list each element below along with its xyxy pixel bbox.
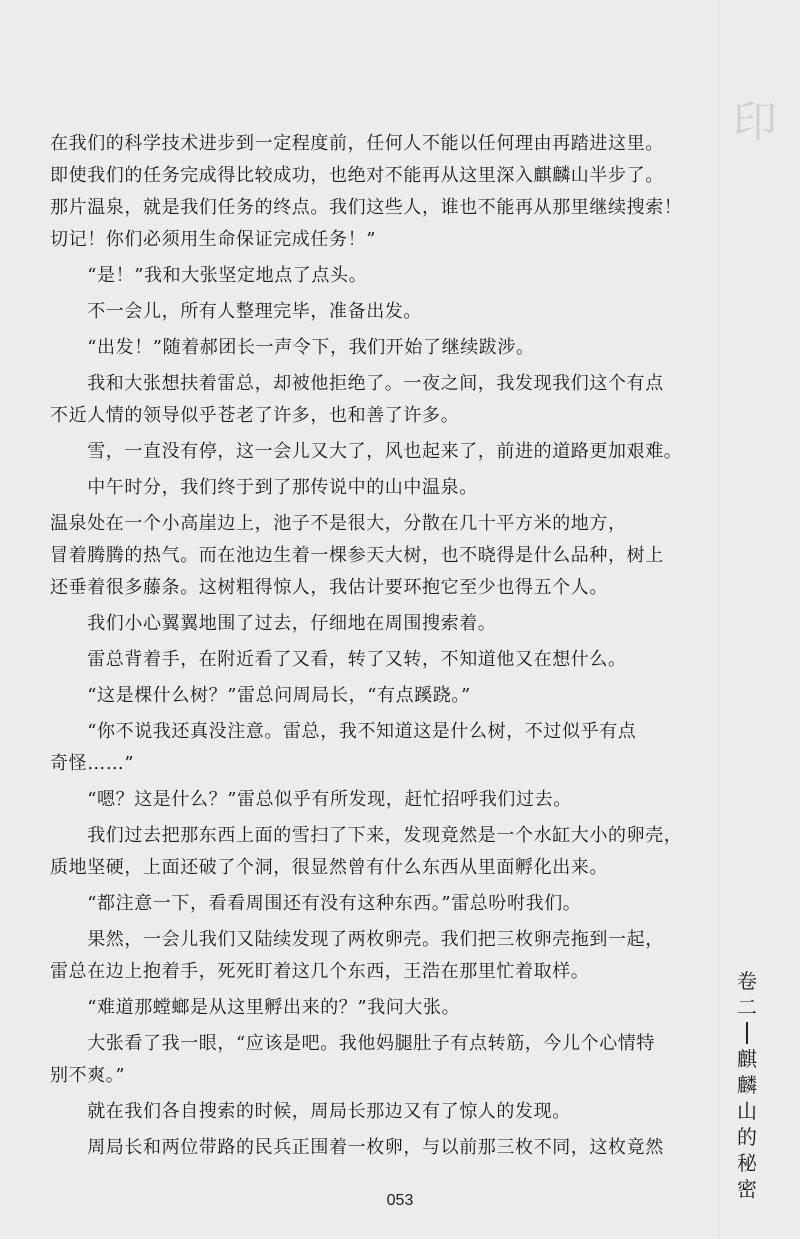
paragraph-line: “难道那螳螂是从这里孵出来的？”我问大张。 xyxy=(50,997,461,1018)
paragraph-line: 不一会儿，所有人整理完毕，准备出发。 xyxy=(50,301,422,322)
paragraph-line: “是！”我和大张坚定地点了点头。 xyxy=(50,265,368,286)
paragraph-line: 我们小心翼翼地围了过去，仔细地在周围搜索着。 xyxy=(50,613,497,634)
paragraph-line: “你不说我还真没注意。雷总，我不知道这是什么树，不过似乎有点 xyxy=(50,721,637,742)
paragraph-line: “这是棵什么树？”雷总问周局长，“有点蹊跷。” xyxy=(50,685,471,706)
paragraph-line: 雪，一直没有停，这一会儿又大了，风也起来了，前进的道路更加艰难。 xyxy=(50,441,683,462)
paragraph-line: 温泉处在一个小高崖边上，池子不是很大，分散在几十平方米的地方， xyxy=(50,513,627,534)
chapter-char: 麟 xyxy=(737,1073,757,1097)
paragraph-line: 即使我们的任务完成得比较成功，也绝对不能再从这里深入麒麟山半步了。 xyxy=(50,165,664,186)
paragraph-line: 切记！你们必须用生命保证完成任务！” xyxy=(50,229,377,250)
chapter-char: 的 xyxy=(737,1125,757,1149)
paragraph-line: 在我们的科学技术进步到一定程度前，任何人不能以任何理由再踏进这里。 xyxy=(50,133,664,154)
page-number: 053 xyxy=(386,1192,414,1209)
paragraph-line: 奇怪……” xyxy=(50,753,135,774)
chapter-char: 山 xyxy=(737,1099,757,1123)
side-running-title xyxy=(730,968,764,1202)
body-text xyxy=(50,128,700,1164)
paragraph-line: “嗯？这是什么？”雷总似乎有所发现，赶忙招呼我们过去。 xyxy=(50,789,572,810)
paragraph-line: 别不爽。” xyxy=(50,1065,126,1086)
title-divider xyxy=(746,1022,748,1044)
paragraph-line: 就在我们各自搜索的时候，周局长那边又有了惊人的发现。 xyxy=(50,1101,571,1122)
paragraph-line: 果然，一会儿我们又陆续发现了两枚卵壳。我们把三枚卵壳拖到一起， xyxy=(50,929,664,950)
paragraph-line: “都注意一下，看看周围还有没有这种东西。”雷总吩咐我们。 xyxy=(50,893,582,914)
chapter-char: 麒 xyxy=(737,1047,757,1071)
paragraph-line: 大张看了我一眼，“应该是吧。我他妈腿肚子有点转筋，今儿个心情特 xyxy=(50,1033,655,1054)
paragraph-line: 雷总在边上抱着手，死死盯着这几个东西，王浩在那里忙着取样。 xyxy=(50,961,590,982)
paragraph-line: 质地坚硬，上面还破了个洞，很显然曾有什么东西从里面孵化出来。 xyxy=(50,857,608,878)
chapter-char: 秘 xyxy=(737,1151,757,1175)
paragraph-line: 我和大张想扶着雷总，却被他拒绝了。一夜之间，我发现我们这个有点 xyxy=(50,373,664,394)
paragraph-line: 那片温泉，就是我们任务的终点。我们这些人，谁也不能再从那里继续搜索！ xyxy=(50,197,683,218)
paragraph-line: 周局长和两位带路的民兵正围着一枚卵，与以前那三枚不同，这枚竟然 xyxy=(50,1137,664,1158)
paragraph-line: 中午时分，我们终于到了那传说中的山中温泉。 xyxy=(50,477,478,498)
chapter-char: 密 xyxy=(737,1177,757,1201)
margin-rule xyxy=(718,0,719,1239)
paragraph-line: 还垂着很多藤条。这树粗得惊人，我估计要环抱它至少也得五个人。 xyxy=(50,577,608,598)
paragraph-line: 冒着腾腾的热气。而在池边生着一棵参天大树，也不晓得是什么品种，树上 xyxy=(50,545,664,566)
paragraph-line: 不近人情的领导似乎苍老了许多，也和善了许多。 xyxy=(50,405,460,426)
paragraph-line: 雷总背着手，在附近看了又看，转了又转，不知道他又在想什么。 xyxy=(50,649,627,670)
paragraph-line: “出发！”随着郝团长一声令下，我们开始了继续跋涉。 xyxy=(50,337,535,358)
bleed-through-mark: 印 xyxy=(733,97,777,148)
volume-char: 二 xyxy=(737,995,757,1019)
paragraph-line: 我们过去把那东西上面的雪扫了下来，发现竟然是一个水缸大小的卵壳， xyxy=(50,825,683,846)
volume-char: 卷 xyxy=(737,969,757,993)
